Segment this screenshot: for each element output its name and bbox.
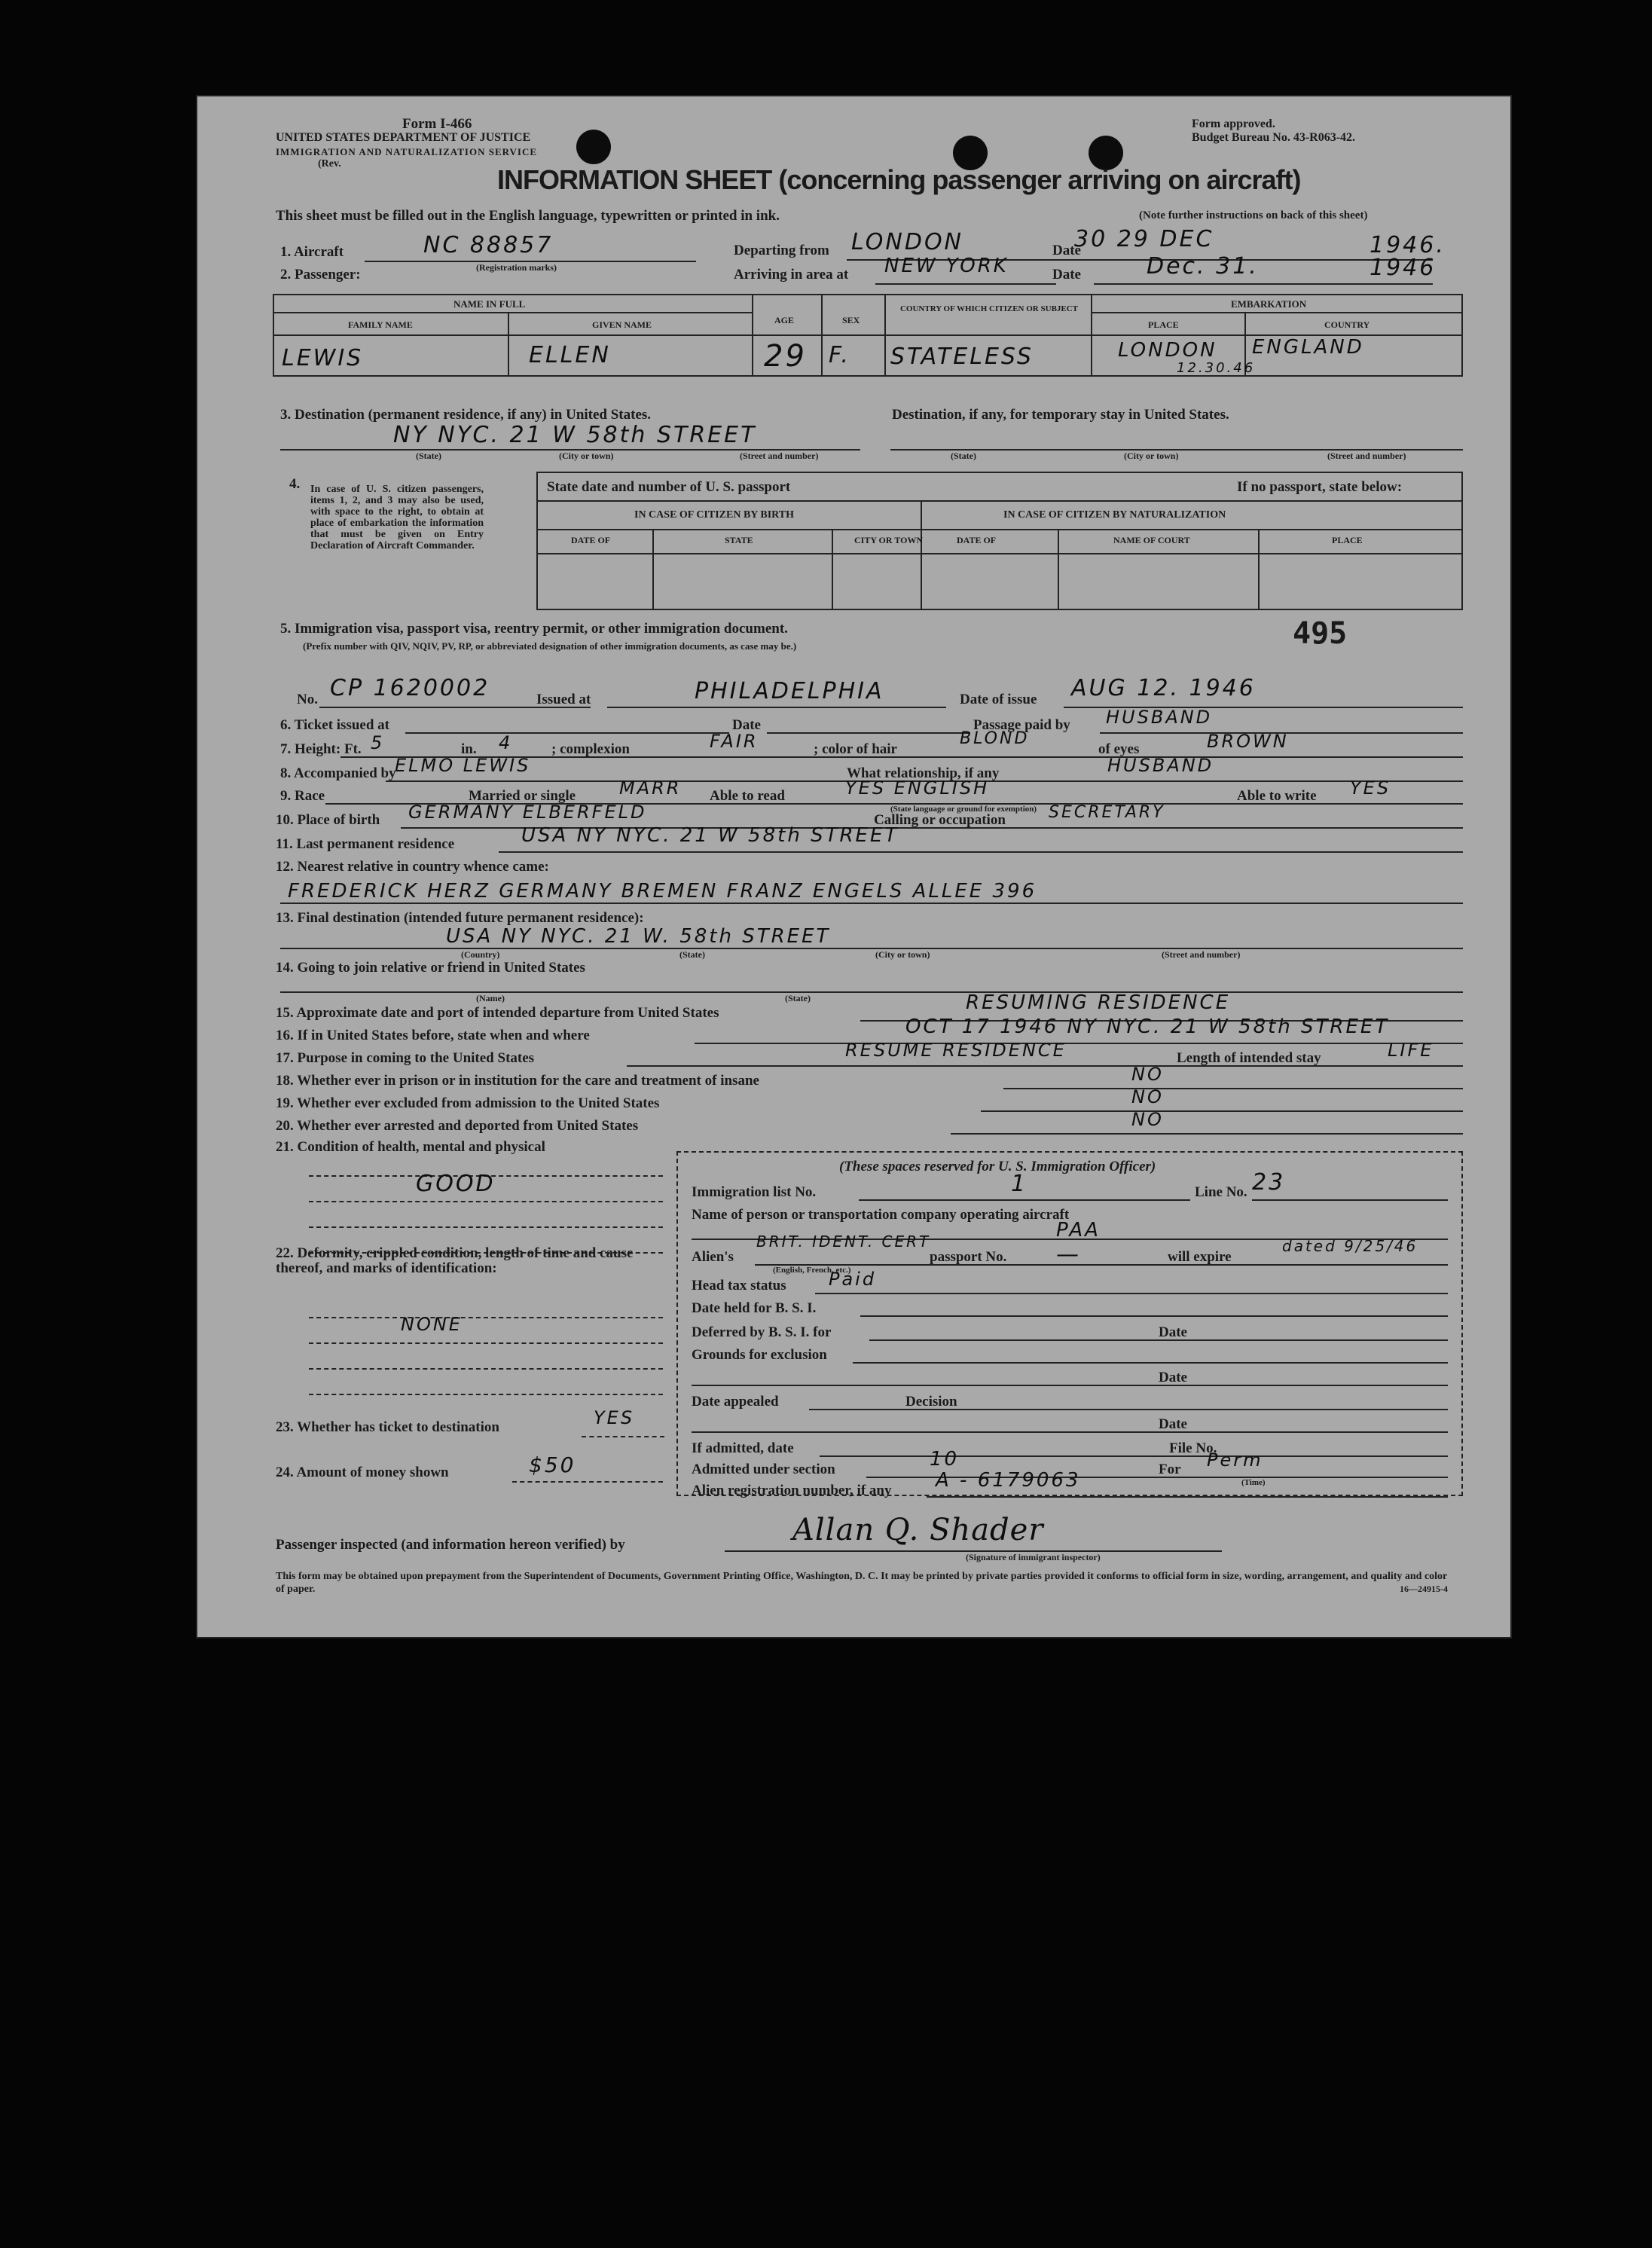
no-label: No. <box>297 692 318 707</box>
departure-value: RESUMING RESIDENCE <box>966 991 1231 1014</box>
write-label: Able to write <box>1237 788 1317 804</box>
last-residence-label: 11. Last permanent residence <box>276 836 455 852</box>
head-tax-value: Paid <box>829 1269 877 1290</box>
grounds-date-label: Date <box>1159 1370 1187 1385</box>
form-approved: Form approved. <box>1192 118 1275 130</box>
state-caption-3: (State) <box>679 949 705 960</box>
occupation-value: SECRETARY <box>1049 803 1165 822</box>
for-value: Perm <box>1207 1449 1263 1471</box>
street-caption-2: (Street and number) <box>1327 451 1406 461</box>
relationship-label: What relationship, if any <box>847 765 1000 781</box>
height-ft: 5 <box>371 732 385 753</box>
eyes-label: of eyes <box>1098 741 1140 757</box>
place-col: PLACE <box>1332 535 1363 545</box>
excluded-value: NO <box>1131 1086 1164 1107</box>
ticket-destination-value: YES <box>594 1407 635 1428</box>
deferred-date-label: Date <box>1159 1324 1187 1340</box>
will-expire-label: will expire <box>1168 1249 1232 1265</box>
street-caption: (Street and number) <box>740 451 819 461</box>
nearest-relative-value: FREDERICK HERZ GERMANY BREMEN FRANZ ENGELS ALLEE 396 <box>288 880 1037 903</box>
departing-value: LONDON <box>851 229 964 255</box>
date-of-col: DATE OF <box>571 535 611 545</box>
admitted-date-label: If admitted, date <box>692 1440 794 1456</box>
inspected-label: Passenger inspected (and information hereon verified) by <box>276 1537 625 1553</box>
hair-value: BLOND <box>960 729 1030 748</box>
citizen-nat-header: IN CASE OF CITIZEN BY NATURALIZATION <box>1003 509 1226 521</box>
country-caption: (Country) <box>461 949 500 960</box>
before-label: 16. If in United States before, state when and where <box>276 1028 590 1043</box>
city-caption-3: (City or town) <box>875 949 930 960</box>
eng-french-caption: (English, French, etc.) <box>773 1266 851 1275</box>
ticket-destination-label: 23. Whether has ticket to destination <box>276 1419 499 1435</box>
departure-label: 15. Approximate date and port of intended departure from United States <box>276 1005 719 1021</box>
purpose-label: 17. Purpose in coming to the United States <box>276 1050 535 1066</box>
destination-value: NY NYC. 21 W 58th STREET <box>393 422 757 448</box>
issued-at-value: PHILADELPHIA <box>695 678 884 704</box>
paid-by-label: Passage paid by <box>973 717 1070 733</box>
read-value: YES ENGLISH <box>845 777 990 799</box>
street-caption-3: (Street and number) <box>1162 949 1241 960</box>
company-label: Name of person or transportation company operating aircraft <box>692 1207 1070 1223</box>
court-col: NAME OF COURT <box>1113 535 1190 545</box>
married-value: MARR <box>619 777 682 799</box>
date-of-col-2: DATE OF <box>957 535 997 545</box>
nearest-relative-label: 12. Nearest relative in country whence came: <box>276 859 549 875</box>
join-relative-label: 14. Going to join relative or friend in United States <box>276 960 585 976</box>
item-5-label: 5. Immigration visa, passport visa, reentry permit, or other immigration document. <box>280 621 788 637</box>
citizen-value: STATELESS <box>890 344 1034 370</box>
item-5-note: (Prefix number with QIV, NQIV, PV, RP, or abbreviated designation of other immigration documents, as case may be.) <box>303 640 797 652</box>
age-header: AGE <box>774 315 795 325</box>
file-no-label: File No. <box>1169 1440 1217 1456</box>
deformity-label: 22. Deformity, crippled condition, length of time and cause thereof, and marks of identification: <box>276 1245 634 1276</box>
temp-destination-label: Destination, if any, for temporary stay in United States. <box>892 407 1229 423</box>
health-value: GOOD <box>416 1171 496 1197</box>
deported-value: NO <box>1131 1109 1164 1130</box>
length-stay-label: Length of intended stay <box>1177 1050 1321 1066</box>
family-name-header: FAMILY NAME <box>348 319 413 330</box>
section-label: Admitted under section <box>692 1462 835 1477</box>
city-caption-2: (City or town) <box>1124 451 1179 461</box>
money-label: 24. Amount of money shown <box>276 1465 449 1480</box>
arriving-value: NEW YORK <box>884 255 1009 277</box>
passport-no-value: — <box>1056 1242 1081 1268</box>
inch-label: in. <box>461 741 477 757</box>
item-4-number: 4. <box>289 476 301 492</box>
state-caption-4: (State) <box>785 993 811 1003</box>
officer-heading: (These spaces reserved for U. S. Immigration Officer) <box>839 1159 1156 1174</box>
excluded-label: 19. Whether ever excluded from admission to the United States <box>276 1095 660 1111</box>
arriving-label: Arriving in area at <box>734 267 849 283</box>
embarkation-date-value: 12.30.46 <box>1177 360 1256 376</box>
visa-number: CP 1620002 <box>330 675 490 701</box>
money-value: $50 <box>529 1452 576 1477</box>
revision: (Rev. <box>318 158 341 170</box>
footer-code: 16—24915-4 <box>1400 1584 1448 1594</box>
aircraft-label: 1. Aircraft <box>280 244 344 260</box>
information-sheet-form <box>197 96 1510 1637</box>
reg-marks-caption: (Registration marks) <box>476 262 557 273</box>
decision-label: Decision <box>905 1394 957 1410</box>
officer-box <box>676 1151 1463 1496</box>
occupation-label: Calling or occupation <box>874 812 1006 828</box>
read-label: Able to read <box>710 788 785 804</box>
destination-label: 3. Destination (permanent residence, if any) in United States. <box>280 407 652 423</box>
citizen-birth-header: IN CASE OF CITIZEN BY BIRTH <box>634 509 795 521</box>
given-name-header: GIVEN NAME <box>592 319 652 330</box>
race-label: 9. Race <box>280 788 325 804</box>
eyes-value: BROWN <box>1207 731 1289 752</box>
country-header: COUNTRY <box>1324 319 1370 330</box>
department-name: UNITED STATES DEPARTMENT OF JUSTICE <box>276 131 531 144</box>
inspector-signature: Allan Q. Shader <box>792 1513 1044 1547</box>
form-number: Form I-466 <box>402 116 472 132</box>
state-col: STATE <box>725 535 753 545</box>
sex-value: F. <box>829 342 850 368</box>
item-4-text: In case of U. S. citizen passengers, items 1, 2, and 3 may also be used, with space to the right, to obtain at place of embarkation the information that must be given on Entry Declaration of Aircraft Commander. <box>310 484 484 551</box>
complexion-value: FAIR <box>710 731 759 752</box>
departure-date: 30 29 DEC <box>1074 226 1214 252</box>
date-label: Date <box>1052 243 1081 258</box>
time-caption: (Time) <box>1241 1478 1266 1487</box>
service-name: IMMIGRATION AND NATURALIZATION SERVICE <box>276 146 538 157</box>
given-name-value: ELLEN <box>529 342 611 368</box>
married-label: Married or single <box>469 788 576 804</box>
arrival-date: Dec. 31. <box>1147 253 1259 279</box>
will-expire-value: dated 9/25/46 <box>1282 1237 1418 1255</box>
relationship-value: HUSBAND <box>1107 755 1214 776</box>
city-col: CITY OR TOWN <box>854 535 924 545</box>
prison-value: NO <box>1131 1064 1164 1085</box>
name-caption: (Name) <box>476 993 505 1003</box>
birthplace-label: 10. Place of birth <box>276 812 380 828</box>
state-caption: (State) <box>416 451 441 461</box>
no-passport-label: If no passport, state below: <box>1237 479 1403 495</box>
punch-hole <box>576 130 611 164</box>
grounds-label: Grounds for exclusion <box>692 1347 827 1363</box>
deformity-value: NONE <box>401 1314 463 1335</box>
issued-at-label: Issued at <box>536 692 591 707</box>
ticket-label: 6. Ticket issued at <box>280 717 389 733</box>
form-instruction: This sheet must be filled out in the English language, typewritten or printed in ink. <box>276 208 780 224</box>
family-name-value: LEWIS <box>282 345 364 371</box>
age-value: 29 <box>764 339 807 374</box>
date-issue-label: Date of issue <box>960 692 1037 707</box>
date-label-2: Date <box>1052 267 1081 283</box>
for-label: For <box>1159 1462 1181 1477</box>
birthplace-value: GERMANY ELBERFELD <box>408 802 647 823</box>
alien-reg-label: Alien registration number, if any <box>692 1483 892 1498</box>
state-caption-2: (State) <box>951 451 976 461</box>
aircraft-value: NC 88857 <box>423 232 554 258</box>
held-bsi-label: Date held for B. S. I. <box>692 1300 817 1316</box>
purpose-value: RESUME RESIDENCE <box>845 1040 1067 1061</box>
length-stay-value: LIFE <box>1388 1040 1434 1061</box>
budget-bureau: Budget Bureau No. 43-R063-42. <box>1192 131 1356 144</box>
passport-question: State date and number of U. S. passport <box>547 479 791 495</box>
write-value: YES <box>1350 777 1391 799</box>
form-title: INFORMATION SHEET (concerning passenger arriving on aircraft) <box>497 164 1301 195</box>
height-label: 7. Height: Ft. <box>280 741 362 757</box>
departing-label: Departing from <box>734 243 829 258</box>
name-in-full-header: NAME IN FULL <box>453 298 526 310</box>
company-value: PAA <box>1056 1219 1101 1242</box>
city-caption: (City or town) <box>559 451 614 461</box>
footer-note: This form may be obtained upon prepayment from the Superintendent of Documents, Government Printing Office, Washington, D. C. It may be printed by private parties provided it conforms to official form in size, wording, arrangement, and quality and color of paper. <box>276 1571 1448 1595</box>
section-value: 10 <box>930 1448 960 1471</box>
alien-reg-value: A - 6179063 <box>936 1469 1081 1492</box>
language-note: (State language or ground for exemption) <box>890 805 1037 814</box>
deferred-label: Deferred by B. S. I. for <box>692 1324 832 1340</box>
back-note: (Note further instructions on back of this sheet) <box>1139 209 1368 221</box>
head-tax-label: Head tax status <box>692 1278 786 1294</box>
sex-header: SEX <box>842 315 860 325</box>
last-residence-value: USA NY NYC. 21 W 58th STREET <box>521 824 899 847</box>
paid-by-value: HUSBAND <box>1106 707 1213 728</box>
complexion-label: ; complexion <box>551 741 630 757</box>
appealed-date-label: Date <box>1159 1416 1187 1432</box>
embarkation-place-value: LONDON <box>1118 339 1217 362</box>
deported-label: 20. Whether ever arrested and deported from United States <box>276 1118 639 1134</box>
embarkation-country-value: ENGLAND <box>1252 336 1364 359</box>
hair-label: ; color of hair <box>814 741 897 757</box>
departure-year: 1946. <box>1370 232 1446 258</box>
place-header: PLACE <box>1148 319 1179 330</box>
signature-caption: (Signature of immigrant inspector) <box>966 1552 1101 1562</box>
height-in: 4 <box>499 732 513 753</box>
accompanied-label: 8. Accompanied by <box>280 765 396 781</box>
passport-no-label: passport No. <box>930 1249 1007 1265</box>
country-citizen-header: COUNTRY OF WHICH CITIZEN OR SUBJECT <box>899 304 1079 313</box>
list-no-value: 1 <box>1011 1171 1028 1197</box>
ticket-date-label: Date <box>732 717 761 733</box>
appealed-label: Date appealed <box>692 1394 779 1410</box>
line-no-value: 23 <box>1252 1169 1286 1196</box>
list-no-label: Immigration list No. <box>692 1184 817 1200</box>
final-destination-label: 13. Final destination (intended future permanent residence): <box>276 910 644 926</box>
accompanied-value: ELMO LEWIS <box>395 755 531 776</box>
embarkation-header: EMBARKATION <box>1231 298 1307 310</box>
before-value: OCT 17 1946 NY NYC. 21 W 58th STREET <box>905 1016 1390 1038</box>
punch-hole <box>1071 133 1086 148</box>
final-destination-value: USA NY NYC. 21 W. 58th STREET <box>446 925 831 948</box>
passenger-label: 2. Passenger: <box>280 267 361 283</box>
stamp-number: 495 <box>1293 616 1348 651</box>
aliens-label: Alien's <box>692 1249 734 1265</box>
line-no-label: Line No. <box>1195 1184 1247 1200</box>
arrival-year: 1946 <box>1370 255 1437 281</box>
issue-date-value: AUG 12. 1946 <box>1071 675 1256 701</box>
health-label: 21. Condition of health, mental and physical <box>276 1139 545 1155</box>
prison-label: 18. Whether ever in prison or in institution for the care and treatment of insane <box>276 1073 759 1089</box>
alien-doc-value: BRIT. IDENT. CERT <box>756 1232 931 1251</box>
